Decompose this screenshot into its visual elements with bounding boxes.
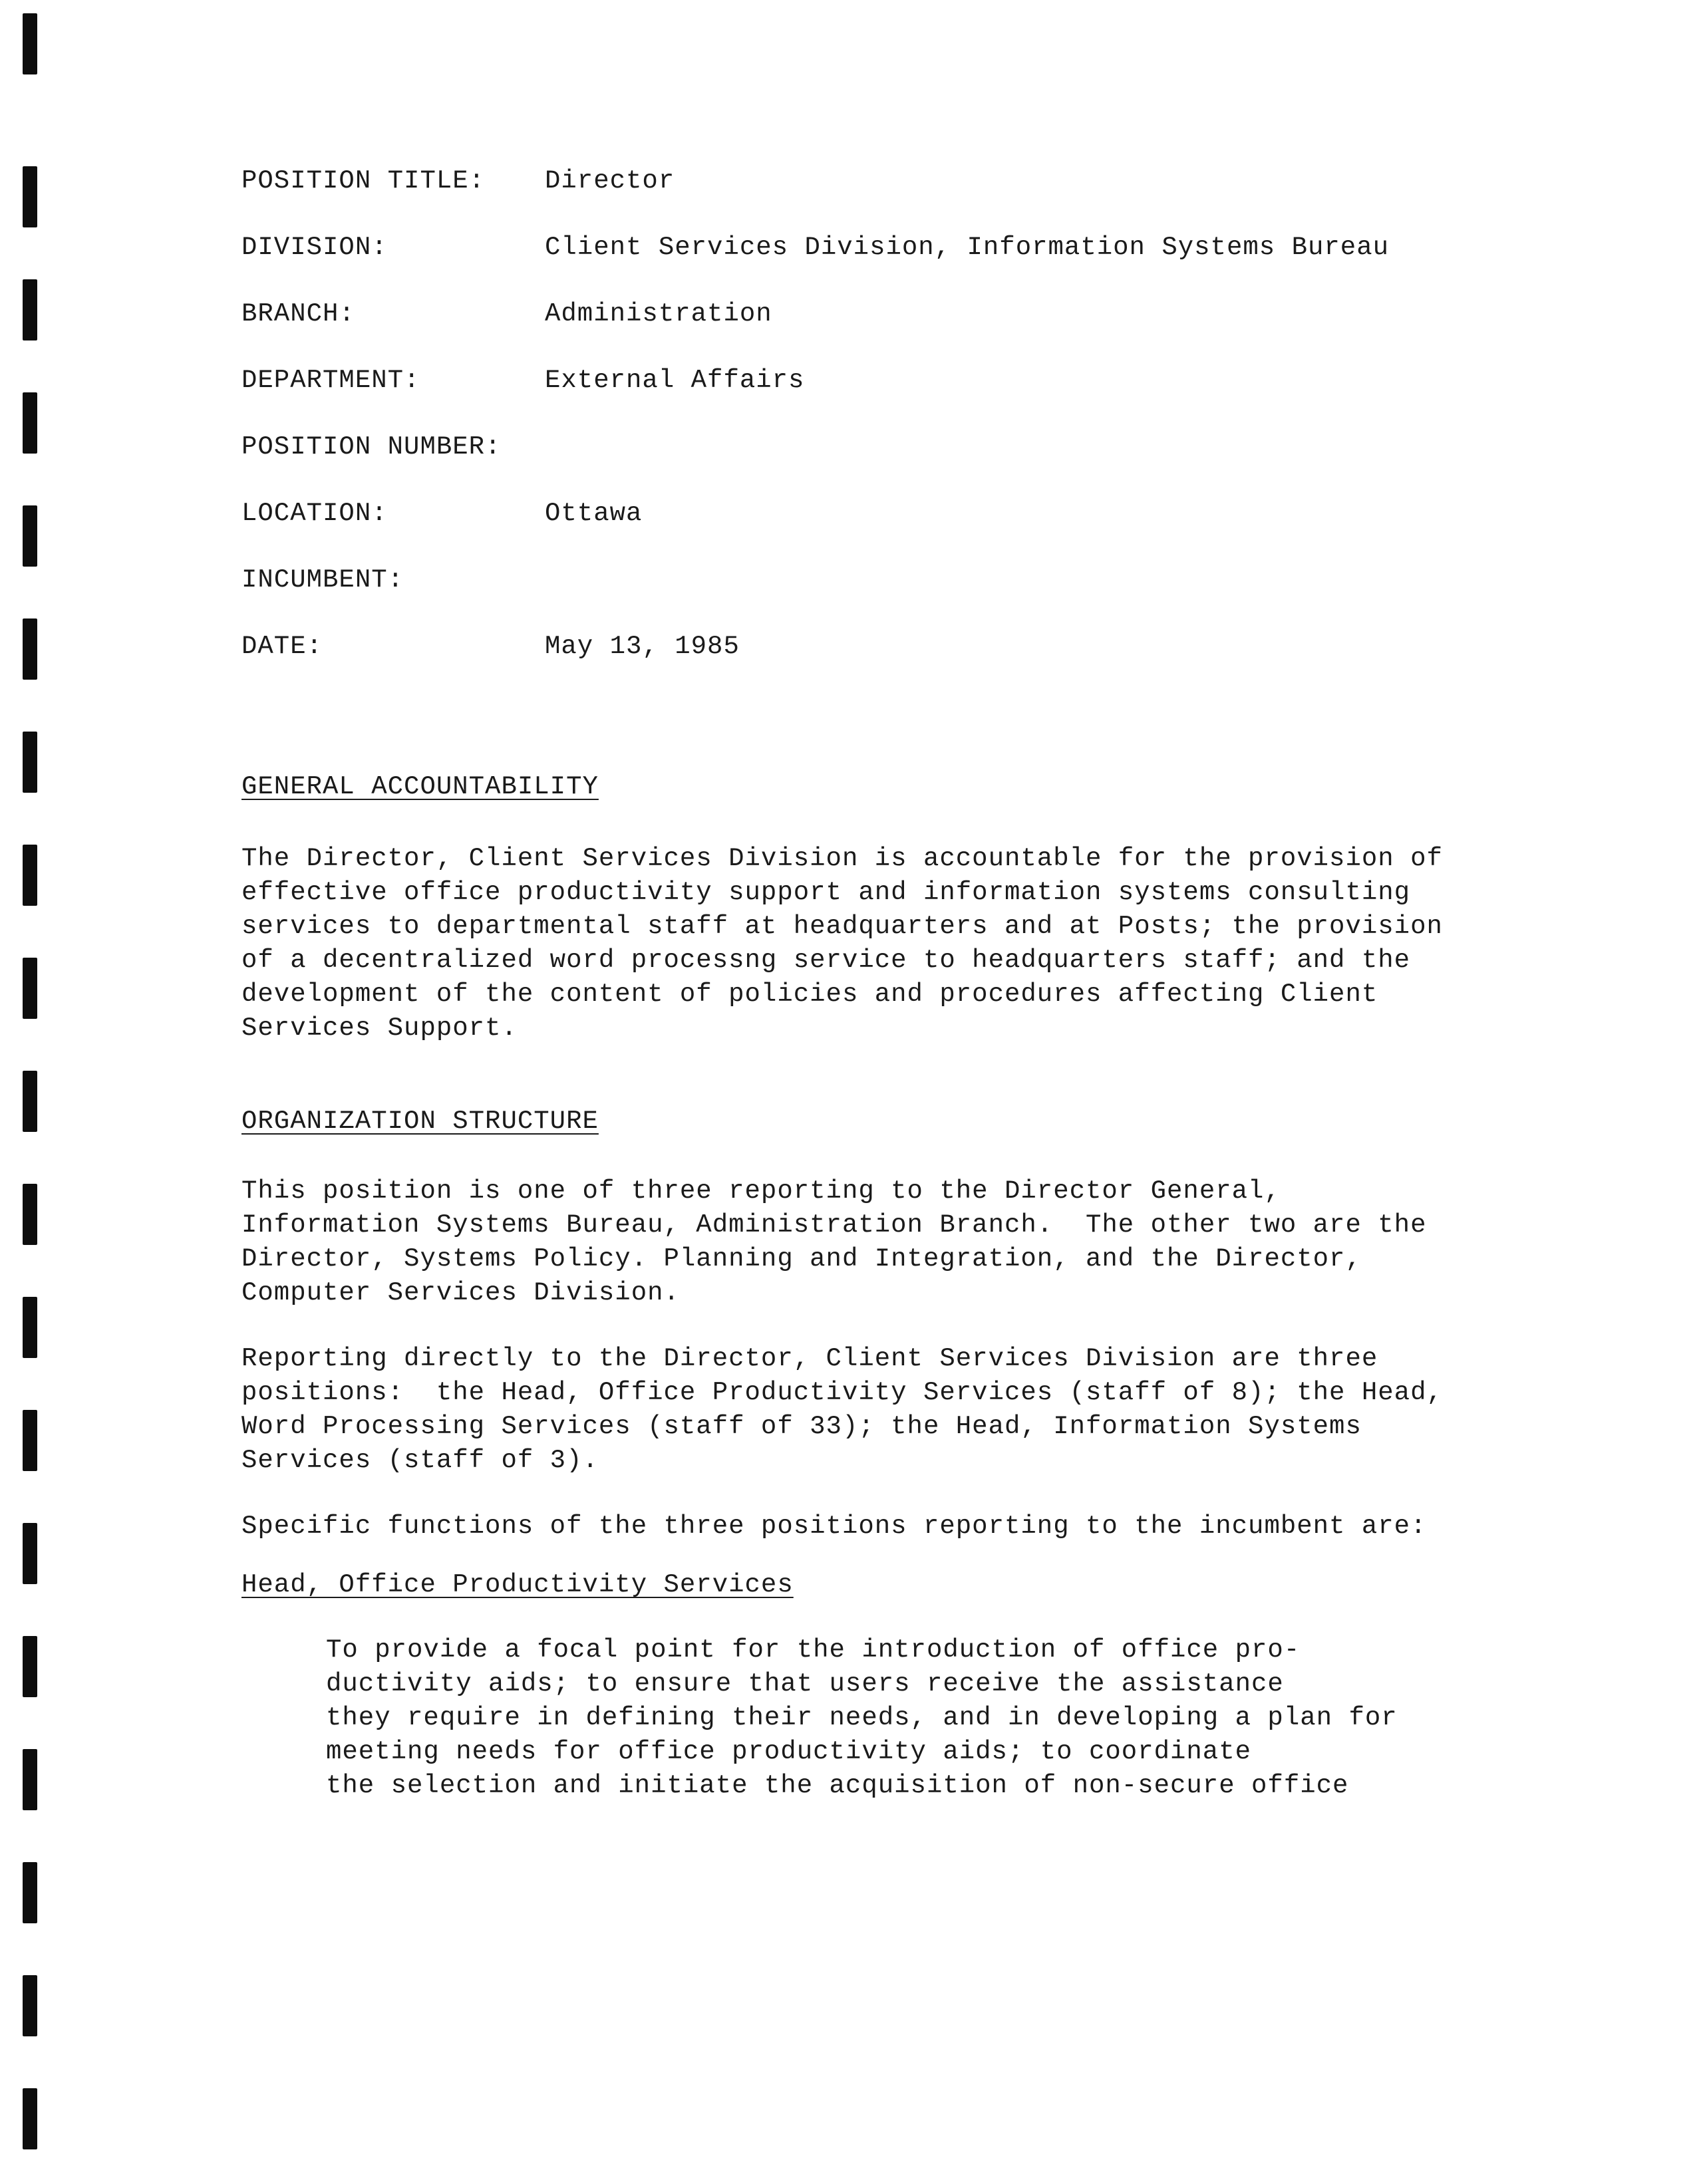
paragraph: [241, 1510, 1572, 1544]
punch-mark: [23, 1071, 37, 1132]
paragraph: [241, 1342, 1572, 1478]
field-value: May 13, 1985: [545, 632, 740, 661]
field-position-number: [241, 431, 1505, 497]
text-line: of a decentralized word processng service to headquarters staff; and the: [241, 946, 1411, 975]
field-value: Ottawa: [545, 499, 643, 528]
paragraph: [241, 1174, 1572, 1310]
text-line: Services (staff of 3).: [241, 1446, 599, 1475]
text-line: Director, Systems Policy. Planning and Integration, and the Director,: [241, 1244, 1362, 1274]
section-heading: ORGANIZATION STRUCTURE: [241, 1107, 599, 1136]
text-line: Reporting directly to the Director, Client Services Division are three: [241, 1344, 1378, 1373]
punch-mark: [23, 166, 37, 227]
text-line: ductivity aids; to ensure that users receive the assistance: [326, 1669, 1284, 1699]
text-line: Services Support.: [241, 1014, 518, 1043]
text-line: This position is one of three reporting to the Director General,: [241, 1176, 1281, 1206]
punch-mark: [23, 392, 37, 454]
punch-mark: [23, 505, 37, 567]
punch-mark: [23, 1975, 37, 2036]
text-line: effective office productivity support and information systems consulting: [241, 878, 1411, 907]
field-division: [241, 231, 1505, 298]
punch-mark: [23, 1297, 37, 1358]
field-value: Administration: [545, 299, 772, 329]
field-label: DIVISION:: [241, 233, 388, 262]
organization-structure-section: [241, 1105, 1572, 1544]
text-line: they require in defining their needs, and in developing a plan for: [326, 1703, 1398, 1732]
field-label: BRANCH:: [241, 299, 355, 329]
field-label: DEPARTMENT:: [241, 366, 420, 395]
text-line: services to departmental staff at headquarters and at Posts; the provision: [241, 912, 1443, 941]
field-label: INCUMBENT:: [241, 565, 404, 595]
punch-mark: [23, 1523, 37, 1584]
field-label: DATE:: [241, 632, 323, 661]
text-line: Specific functions of the three positions reporting to the incumbent are:: [241, 1512, 1427, 1541]
punch-mark: [23, 958, 37, 1019]
punch-mark: [23, 1184, 37, 1245]
punch-mark: [23, 732, 37, 793]
field-label: LOCATION:: [241, 499, 388, 528]
field-value: Client Services Division, Information Systems Bureau: [545, 233, 1389, 262]
punch-mark: [23, 618, 37, 680]
punch-mark: [23, 1636, 37, 1697]
field-position-title: [241, 165, 1505, 231]
text-line: The Director, Client Services Division is accountable for the provision of: [241, 844, 1443, 873]
punch-mark: [23, 1410, 37, 1471]
punch-mark: [23, 1749, 37, 1810]
field-date: [241, 630, 1505, 697]
text-line: the selection and initiate the acquisition of non-secure office: [326, 1771, 1349, 1800]
punch-mark: [23, 845, 37, 906]
field-label: POSITION TITLE:: [241, 166, 486, 196]
head-office-productivity-section: [241, 1568, 1572, 1803]
field-branch: [241, 298, 1505, 364]
text-line: To provide a focal point for the introduction of office pro-: [326, 1635, 1301, 1665]
field-value: Director: [545, 166, 675, 196]
text-line: positions: the Head, Office Productivity Services (staff of 8); the Head,: [241, 1378, 1443, 1407]
field-value: External Affairs: [545, 366, 805, 395]
text-line: Computer Services Division.: [241, 1278, 680, 1307]
punch-mark: [23, 279, 37, 341]
punch-mark: [23, 13, 37, 74]
paragraph: [241, 1633, 1572, 1803]
punch-mark: [23, 2088, 37, 2149]
paragraph: [241, 842, 1572, 1045]
field-location: [241, 497, 1505, 564]
punch-mark: [23, 1862, 37, 1923]
text-line: Word Processing Services (staff of 33); the Head, Information Systems: [241, 1412, 1362, 1441]
text-line: development of the content of policies and procedures affecting Client: [241, 980, 1378, 1009]
position-header: [241, 165, 1505, 697]
field-label: POSITION NUMBER:: [241, 432, 502, 462]
field-incumbent: [241, 564, 1505, 630]
field-department: [241, 364, 1505, 431]
general-accountability-section: [241, 770, 1572, 1045]
text-line: Information Systems Bureau, Administration Branch. The other two are the: [241, 1210, 1427, 1240]
text-line: meeting needs for office productivity aids; to coordinate: [326, 1737, 1252, 1766]
section-heading: GENERAL ACCOUNTABILITY: [241, 772, 599, 801]
subsection-heading: Head, Office Productivity Services: [241, 1570, 794, 1599]
